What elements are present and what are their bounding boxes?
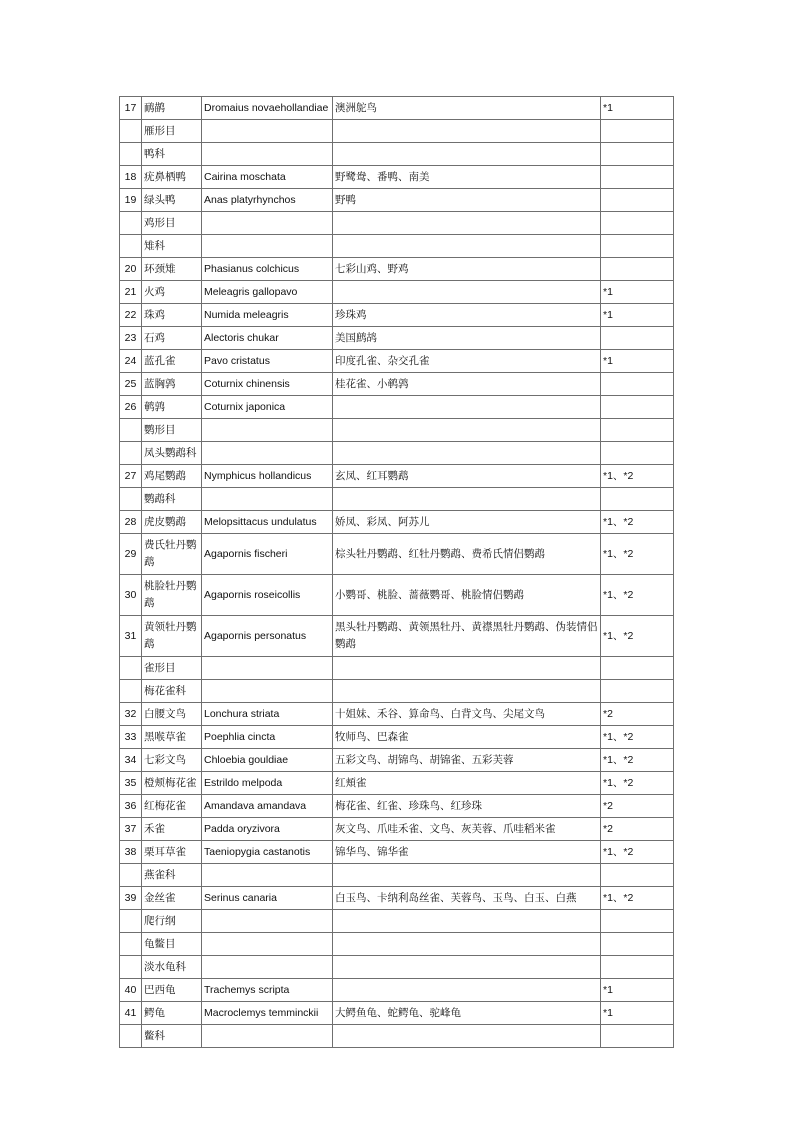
alias-names bbox=[333, 979, 601, 1002]
table-row bbox=[120, 534, 674, 575]
row-number: 34 bbox=[120, 749, 142, 772]
row-number: 32 bbox=[120, 703, 142, 726]
row-number bbox=[120, 864, 142, 887]
alias-names: 灰文鸟、爪哇禾雀、文鸟、灰芙蓉、爪哇稻米雀 bbox=[333, 818, 601, 841]
alias-names bbox=[333, 680, 601, 703]
latin-name: Pavo cristatus bbox=[202, 350, 333, 373]
remark: *1 bbox=[601, 979, 674, 1002]
latin-name: Anas platyrhynchos bbox=[202, 189, 333, 212]
alias-names bbox=[333, 235, 601, 258]
row-number: 41 bbox=[120, 1002, 142, 1025]
alias-names bbox=[333, 1025, 601, 1048]
alias-names: 澳洲鸵鸟 bbox=[333, 97, 601, 120]
species-name: 梅花雀科 bbox=[142, 680, 202, 703]
species-name: 鸡尾鹦鹉 bbox=[142, 465, 202, 488]
latin-name: Poephlia cincta bbox=[202, 726, 333, 749]
row-number: 30 bbox=[120, 575, 142, 616]
remark bbox=[601, 680, 674, 703]
species-name: 淡水龟科 bbox=[142, 956, 202, 979]
species-name: 蓝孔雀 bbox=[142, 350, 202, 373]
species-name: 七彩文鸟 bbox=[142, 749, 202, 772]
latin-name: Lonchura striata bbox=[202, 703, 333, 726]
latin-name: Serinus canaria bbox=[202, 887, 333, 910]
remark: *1、*2 bbox=[601, 887, 674, 910]
row-number: 20 bbox=[120, 258, 142, 281]
row-number bbox=[120, 120, 142, 143]
species-name: 蓝胸鹑 bbox=[142, 373, 202, 396]
table-row bbox=[120, 189, 674, 212]
alias-names: 五彩文鸟、胡锦鸟、胡锦雀、五彩芙蓉 bbox=[333, 749, 601, 772]
alias-names bbox=[333, 419, 601, 442]
table-row bbox=[120, 864, 674, 887]
alias-names: 印度孔雀、杂交孔雀 bbox=[333, 350, 601, 373]
remark bbox=[601, 235, 674, 258]
table-row bbox=[120, 1025, 674, 1048]
row-number bbox=[120, 933, 142, 956]
table-row bbox=[120, 616, 674, 657]
table-row bbox=[120, 327, 674, 350]
species-name: 疣鼻栖鸭 bbox=[142, 166, 202, 189]
table-row bbox=[120, 795, 674, 818]
table-row bbox=[120, 511, 674, 534]
table-row bbox=[120, 166, 674, 189]
remark bbox=[601, 120, 674, 143]
remark: *1、*2 bbox=[601, 616, 674, 657]
species-name: 黑喉草雀 bbox=[142, 726, 202, 749]
latin-name: Coturnix japonica bbox=[202, 396, 333, 419]
remark bbox=[601, 419, 674, 442]
remark: *1、*2 bbox=[601, 465, 674, 488]
latin-name: Taeniopygia castanotis bbox=[202, 841, 333, 864]
species-name: 绿头鸭 bbox=[142, 189, 202, 212]
row-number: 22 bbox=[120, 304, 142, 327]
table-row bbox=[120, 235, 674, 258]
species-name: 鹦形目 bbox=[142, 419, 202, 442]
row-number: 33 bbox=[120, 726, 142, 749]
remark: *2 bbox=[601, 795, 674, 818]
species-name: 栗耳草雀 bbox=[142, 841, 202, 864]
species-name: 白腰文鸟 bbox=[142, 703, 202, 726]
latin-name bbox=[202, 910, 333, 933]
alias-names: 十姐妹、禾谷、算命鸟、白背文鸟、尖尾文鸟 bbox=[333, 703, 601, 726]
row-number: 23 bbox=[120, 327, 142, 350]
alias-names: 七彩山鸡、野鸡 bbox=[333, 258, 601, 281]
species-name: 费氏牡丹鹦鹉 bbox=[142, 534, 202, 575]
row-number: 39 bbox=[120, 887, 142, 910]
species-name: 鸡形目 bbox=[142, 212, 202, 235]
latin-name: Macroclemys temminckii bbox=[202, 1002, 333, 1025]
table-row bbox=[120, 933, 674, 956]
alias-names bbox=[333, 910, 601, 933]
row-number: 28 bbox=[120, 511, 142, 534]
row-number bbox=[120, 680, 142, 703]
species-name: 龟鳖目 bbox=[142, 933, 202, 956]
row-number: 21 bbox=[120, 281, 142, 304]
latin-name: Cairina moschata bbox=[202, 166, 333, 189]
table-row bbox=[120, 488, 674, 511]
table-row bbox=[120, 726, 674, 749]
alias-names bbox=[333, 442, 601, 465]
species-name: 橙颊梅花雀 bbox=[142, 772, 202, 795]
alias-names: 野鸭 bbox=[333, 189, 601, 212]
species-name: 燕雀科 bbox=[142, 864, 202, 887]
row-number bbox=[120, 212, 142, 235]
remark bbox=[601, 657, 674, 680]
species-name: 红梅花雀 bbox=[142, 795, 202, 818]
alias-names: 黑头牡丹鹦鹉、黄领黑牡丹、黄襟黑牡丹鹦鹉、伪装情侣鹦鹉 bbox=[333, 616, 601, 657]
remark: *1 bbox=[601, 304, 674, 327]
table-row bbox=[120, 680, 674, 703]
alias-names: 小鹦哥、桃脸、蔷薇鹦哥、桃脸情侣鹦鹉 bbox=[333, 575, 601, 616]
alias-names: 玄凤、红耳鹦鹉 bbox=[333, 465, 601, 488]
alias-names bbox=[333, 212, 601, 235]
table-row bbox=[120, 657, 674, 680]
remark bbox=[601, 1025, 674, 1048]
species-name: 禾雀 bbox=[142, 818, 202, 841]
row-number: 40 bbox=[120, 979, 142, 1002]
latin-name bbox=[202, 442, 333, 465]
alias-names bbox=[333, 657, 601, 680]
row-number: 19 bbox=[120, 189, 142, 212]
remark bbox=[601, 258, 674, 281]
latin-name bbox=[202, 120, 333, 143]
table-row bbox=[120, 910, 674, 933]
latin-name bbox=[202, 956, 333, 979]
remark bbox=[601, 864, 674, 887]
row-number bbox=[120, 442, 142, 465]
latin-name: Melopsittacus undulatus bbox=[202, 511, 333, 534]
alias-names bbox=[333, 864, 601, 887]
table-row bbox=[120, 120, 674, 143]
alias-names: 美国鹧鸪 bbox=[333, 327, 601, 350]
row-number: 26 bbox=[120, 396, 142, 419]
species-name: 环颈雉 bbox=[142, 258, 202, 281]
species-name: 凤头鹦鹉科 bbox=[142, 442, 202, 465]
latin-name bbox=[202, 657, 333, 680]
species-name: 虎皮鹦鹉 bbox=[142, 511, 202, 534]
row-number bbox=[120, 488, 142, 511]
row-number bbox=[120, 1025, 142, 1048]
table-row bbox=[120, 304, 674, 327]
remark: *1、*2 bbox=[601, 511, 674, 534]
row-number bbox=[120, 419, 142, 442]
remark: *1、*2 bbox=[601, 772, 674, 795]
alias-names: 娇凤、彩凤、阿苏儿 bbox=[333, 511, 601, 534]
species-name: 雀形目 bbox=[142, 657, 202, 680]
remark bbox=[601, 189, 674, 212]
remark: *2 bbox=[601, 818, 674, 841]
table-row bbox=[120, 818, 674, 841]
remark bbox=[601, 166, 674, 189]
latin-name: Meleagris gallopavo bbox=[202, 281, 333, 304]
latin-name: Numida meleagris bbox=[202, 304, 333, 327]
latin-name: Phasianus colchicus bbox=[202, 258, 333, 281]
row-number: 17 bbox=[120, 97, 142, 120]
species-name: 黄领牡丹鹦鹉 bbox=[142, 616, 202, 657]
species-name: 鳄龟 bbox=[142, 1002, 202, 1025]
table-row bbox=[120, 350, 674, 373]
table-row bbox=[120, 212, 674, 235]
remark bbox=[601, 143, 674, 166]
row-number: 18 bbox=[120, 166, 142, 189]
species-name: 鹌鹑 bbox=[142, 396, 202, 419]
remark: *1、*2 bbox=[601, 726, 674, 749]
alias-names: 红頬雀 bbox=[333, 772, 601, 795]
table-row bbox=[120, 281, 674, 304]
alias-names: 大鳄鱼龟、蛇鳄龟、驼峰龟 bbox=[333, 1002, 601, 1025]
alias-names bbox=[333, 281, 601, 304]
latin-name bbox=[202, 1025, 333, 1048]
remark bbox=[601, 327, 674, 350]
species-name: 雉科 bbox=[142, 235, 202, 258]
table-row bbox=[120, 419, 674, 442]
latin-name bbox=[202, 680, 333, 703]
species-name: 鸭科 bbox=[142, 143, 202, 166]
row-number: 25 bbox=[120, 373, 142, 396]
latin-name bbox=[202, 864, 333, 887]
latin-name: Padda oryzivora bbox=[202, 818, 333, 841]
row-number bbox=[120, 235, 142, 258]
alias-names bbox=[333, 120, 601, 143]
row-number bbox=[120, 956, 142, 979]
remark: *1 bbox=[601, 281, 674, 304]
remark bbox=[601, 396, 674, 419]
latin-name: Amandava amandava bbox=[202, 795, 333, 818]
remark bbox=[601, 212, 674, 235]
latin-name: Trachemys scripta bbox=[202, 979, 333, 1002]
table-row bbox=[120, 143, 674, 166]
alias-names bbox=[333, 956, 601, 979]
row-number bbox=[120, 910, 142, 933]
alias-names: 梅花雀、红雀、珍珠鸟、红珍珠 bbox=[333, 795, 601, 818]
latin-name bbox=[202, 143, 333, 166]
species-name: 金丝雀 bbox=[142, 887, 202, 910]
row-number: 35 bbox=[120, 772, 142, 795]
remark: *1、*2 bbox=[601, 749, 674, 772]
remark: *1、*2 bbox=[601, 534, 674, 575]
latin-name: Estrildo melpoda bbox=[202, 772, 333, 795]
latin-name bbox=[202, 933, 333, 956]
row-number: 36 bbox=[120, 795, 142, 818]
row-number: 27 bbox=[120, 465, 142, 488]
latin-name bbox=[202, 488, 333, 511]
row-number: 29 bbox=[120, 534, 142, 575]
table-row bbox=[120, 956, 674, 979]
alias-names bbox=[333, 143, 601, 166]
alias-names: 桂花雀、小鹌鹑 bbox=[333, 373, 601, 396]
species-name: 石鸡 bbox=[142, 327, 202, 350]
remark: *2 bbox=[601, 703, 674, 726]
row-number bbox=[120, 657, 142, 680]
table-row bbox=[120, 703, 674, 726]
latin-name: Chloebia gouldiae bbox=[202, 749, 333, 772]
table-row bbox=[120, 887, 674, 910]
remark bbox=[601, 933, 674, 956]
species-name: 鹦鹉科 bbox=[142, 488, 202, 511]
remark: *1、*2 bbox=[601, 575, 674, 616]
species-name: 雁形目 bbox=[142, 120, 202, 143]
latin-name bbox=[202, 212, 333, 235]
alias-names: 牧师鸟、巴森雀 bbox=[333, 726, 601, 749]
remark: *1 bbox=[601, 97, 674, 120]
alias-names: 珍珠鸡 bbox=[333, 304, 601, 327]
remark: *1 bbox=[601, 1002, 674, 1025]
species-name: 鳖科 bbox=[142, 1025, 202, 1048]
remark bbox=[601, 442, 674, 465]
alias-names: 野鹭鸯、番鸭、南美 bbox=[333, 166, 601, 189]
latin-name: Alectoris chukar bbox=[202, 327, 333, 350]
remark bbox=[601, 956, 674, 979]
latin-name bbox=[202, 235, 333, 258]
remark: *1、*2 bbox=[601, 841, 674, 864]
alias-names bbox=[333, 488, 601, 511]
latin-name: Dromaius novaehollandiae bbox=[202, 97, 333, 120]
alias-names: 棕头牡丹鹦鹉、红牡丹鹦鹉、费希氏情侣鹦鹉 bbox=[333, 534, 601, 575]
table-row bbox=[120, 258, 674, 281]
species-name: 爬行纲 bbox=[142, 910, 202, 933]
row-number: 38 bbox=[120, 841, 142, 864]
alias-names: 白玉鸟、卡纳利岛丝雀、芙蓉鸟、玉鸟、白玉、白燕 bbox=[333, 887, 601, 910]
table-row bbox=[120, 97, 674, 120]
table-row bbox=[120, 396, 674, 419]
species-table bbox=[119, 96, 674, 1048]
table-row bbox=[120, 442, 674, 465]
species-name: 珠鸡 bbox=[142, 304, 202, 327]
alias-names bbox=[333, 396, 601, 419]
table-row bbox=[120, 772, 674, 795]
remark bbox=[601, 373, 674, 396]
species-name: 巴西龟 bbox=[142, 979, 202, 1002]
table-row bbox=[120, 749, 674, 772]
row-number: 37 bbox=[120, 818, 142, 841]
table-row bbox=[120, 465, 674, 488]
remark bbox=[601, 488, 674, 511]
species-name: 桃脸牡丹鹦鹉 bbox=[142, 575, 202, 616]
table-row bbox=[120, 1002, 674, 1025]
latin-name: Agapornis roseicollis bbox=[202, 575, 333, 616]
latin-name: Nymphicus hollandicus bbox=[202, 465, 333, 488]
species-name: 火鸡 bbox=[142, 281, 202, 304]
alias-names: 锦华鸟、锦华雀 bbox=[333, 841, 601, 864]
species-name: 鸸鹋 bbox=[142, 97, 202, 120]
remark: *1 bbox=[601, 350, 674, 373]
table-row bbox=[120, 979, 674, 1002]
row-number bbox=[120, 143, 142, 166]
latin-name: Coturnix chinensis bbox=[202, 373, 333, 396]
latin-name: Agapornis personatus bbox=[202, 616, 333, 657]
latin-name bbox=[202, 419, 333, 442]
remark bbox=[601, 910, 674, 933]
table-row bbox=[120, 373, 674, 396]
alias-names bbox=[333, 933, 601, 956]
latin-name: Agapornis fischeri bbox=[202, 534, 333, 575]
table-row bbox=[120, 841, 674, 864]
row-number: 24 bbox=[120, 350, 142, 373]
row-number: 31 bbox=[120, 616, 142, 657]
table-row bbox=[120, 575, 674, 616]
